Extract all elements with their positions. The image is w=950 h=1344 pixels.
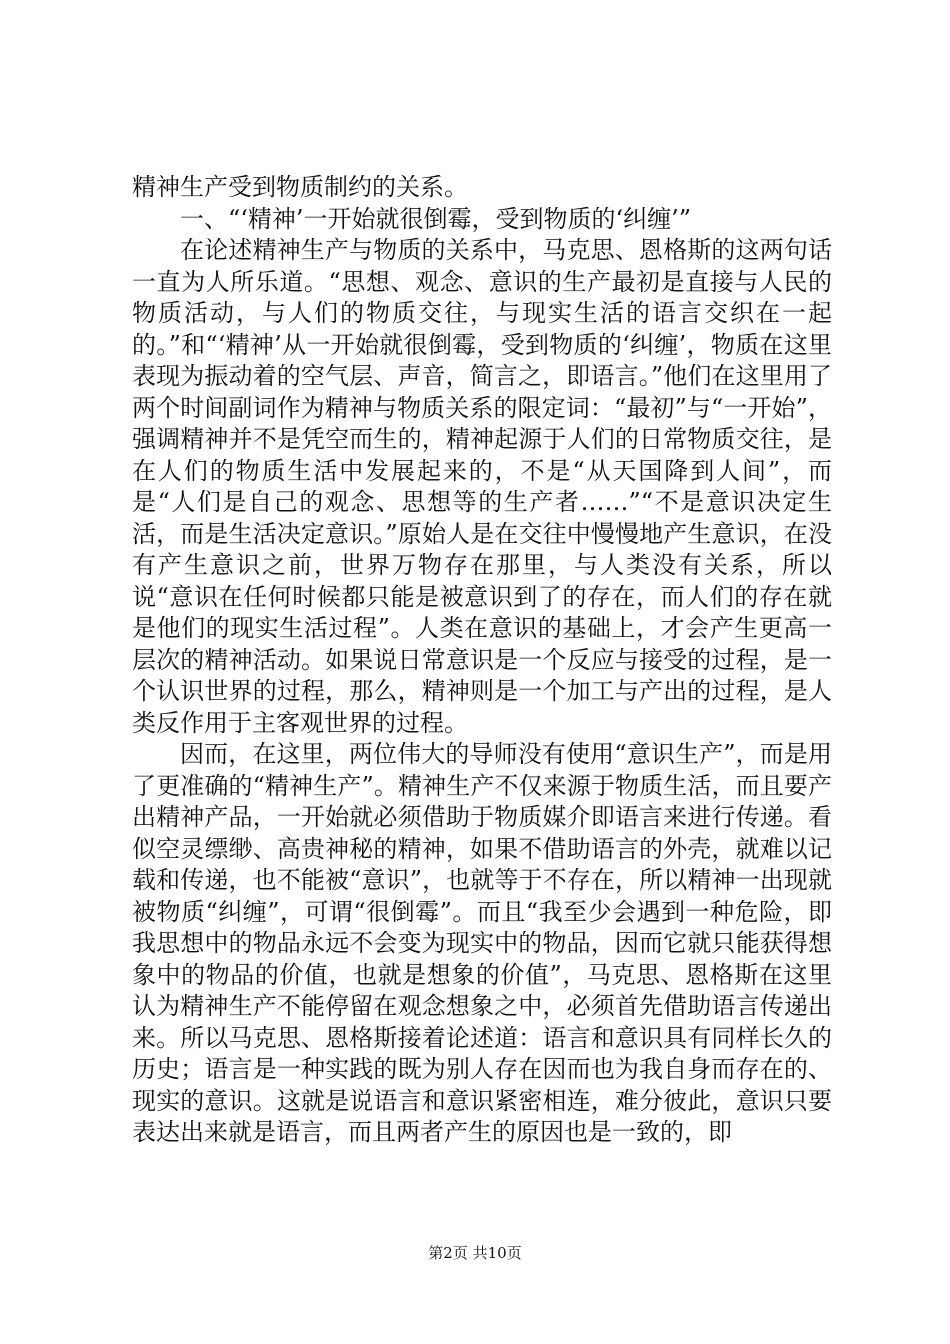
document-body <box>132 172 832 1149</box>
section-heading: 一、“‘精神’一开始就很倒霉，受到物质的‘纠缠’” <box>180 204 692 233</box>
paragraph: 在论述精神生产与物质的关系中，马克思、恩格斯的这两句话一直为人所乐道。“思想、观念、意识的生产最初是直接与人民的物质活动，与人们的物质交往，与现实生活的语言交织在一起的。”和“‘精神’从一开始就很倒霉，受到物质的‘纠缠’，物质在这里表现为振动着的空气层、声音，简言之，即语言。”他们在这里用了两个时间副词作为精神与物质关系的限定词：“最初”与“一开始”，强调精神并不是凭空而生的，精神起源于人们的日常物质交往，是在人们的物质生活中发展起来的，不是“从天国降到人间”，而是“人们是自己的观念、思想等的生产者……”“不是意识决定生活，而是生活决定意识。”原始人是在交往中慢慢地产生意识，在没有产生意识之前，世界万物存在那里，与人类没有关系，所以说“意识在任何时候都只能是被意识到了的存在，而人们的存在就是他们的现实生活过程”。人类在意识的基础上，才会产生更高一层次的精神活动。如果说日常意识是一个反应与接受的过程，是一个认识世界的过程，那么，精神则是一个加工与产出的过程，是人类反作用于主客观世界的过程。 <box>132 236 832 737</box>
paragraph-continuation: 精神生产受到物质制约的关系。 <box>132 173 468 201</box>
page-number: 第2页 共10页 <box>428 1244 522 1262</box>
paragraph: 因而，在这里，两位伟大的导师没有使用“意识生产”，而是用了更准确的“精神生产”。精神生产不仅来源于物质生活，而且要产出精神产品，一开始就必须借助于物质媒介即语言来进行传递。看似空灵缥缈、高贵神秘的精神，如果不借助语言的外壳，就难以记载和传递，也不能被“意识”，也就等于不存在，所以精神一出现就被物质“纠缠”，可谓“很倒霉”。而且“我至少会遇到一种危险，即我思想中的物品永远不会变为现实中的物品，因而它就只能获得想象中的物品的价值，也就是想象的价值”，马克思、恩格斯在这里认为精神生产不能停留在观念想象之中，必须首先借助语言传递出来。所以马克思、恩格斯接着论述道：语言和意识具有同样长久的历史；语言是一种实践的既为别人存在因而也为我自身而存在的、现实的意识。这就是说语言和意识紧密相连，难分彼此，意识只要表达出来就是语言，而且两者产生的原因也是一致的，即 <box>132 740 832 1146</box>
